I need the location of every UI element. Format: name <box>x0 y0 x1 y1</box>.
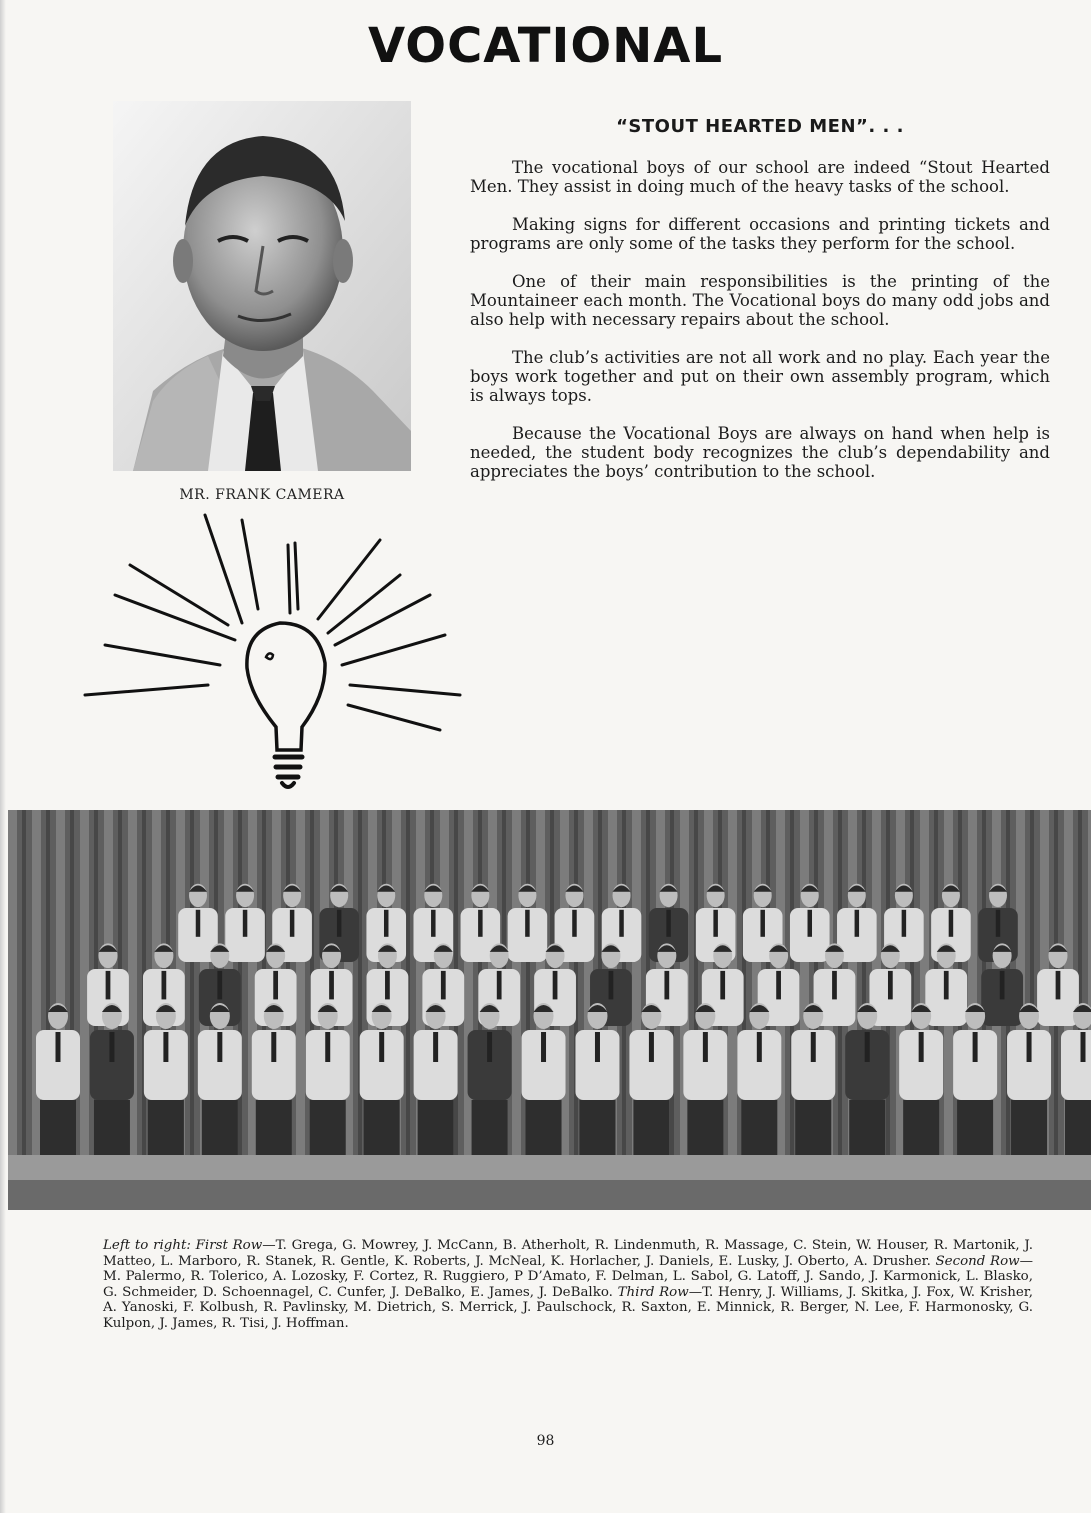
article-body <box>470 158 1050 500</box>
page-title: VOCATIONAL <box>367 18 724 74</box>
first-row-label: First Row <box>195 1238 263 1253</box>
caption-lead: Left to right: <box>103 1238 191 1253</box>
advisor-portrait-photo <box>113 101 411 471</box>
third-row-names: —T. Henry, J. Williams, J. Skitka, J. Fox, W. Krisher, A. Yanoski, F. Kolbush, R. Pavlinsky, M. Dietrich, S. Merrick, J. Paulschock, R. Saxton, E. Minnick, R. Berger, N. Lee, F. Harmonosky, G. Kulpon, J. James, R. Tisi, J. Hoffman. <box>103 1284 1033 1331</box>
article-paragraph: The vocational boys of our school are indeed “Stout Hearted Men. They assist in doing much of the heavy tasks of the school. <box>470 158 1050 196</box>
second-row-label: Second Row <box>935 1253 1020 1269</box>
first-row-names: —T. Grega, G. Mowrey, J. McCann, B. Atherholt, R. Lindenmuth, R. Massage, C. Stein, W. Houser, R. Martonik, J. Matteo, L. Marboro, R. Stanek, R. Gentle, K. Roberts, J. McNeal, K. Horlacher, J. Daniels, E. Lusky, J. Oberto, A. Drusher. <box>103 1238 1033 1269</box>
article-paragraph: The club’s activities are not all work and no play. Each year the boys work together and put on their own assembly program, which is always tops. <box>470 348 1050 405</box>
page-number: 98 <box>536 1433 555 1449</box>
group-photo-caption <box>103 1238 1033 1332</box>
second-row-names: —M. Palermo, R. Tolerico, A. Lozosky, F. Cortez, R. Ruggiero, P D’Amato, F. Delman, L. Sabol, G. Latoff, J. Sando, J. Karmonick, L. Blasko, G. Schmeider, D. Schoennagel, C. Cunfer, J. DeBalko, E. James, J. DeBalko. <box>103 1253 1033 1300</box>
light-bulb-icon <box>80 505 470 795</box>
article-paragraph: Making signs for different occasions and printing tickets and programs are only some of the tasks they perform for the school. <box>470 215 1050 253</box>
article-paragraph: One of their main responsibilities is the printing of the Mountaineer each month. The Vocational boys do many odd jobs and also help with necessary repairs about the school. <box>470 272 1050 329</box>
advisor-caption: MR. FRANK CAMERA <box>179 487 345 503</box>
third-row-label: Third Row <box>617 1284 689 1300</box>
article-paragraph: Because the Vocational Boys are always on hand when help is needed, the student body recognizes the club’s dependability and appreciates the boys’ contribution to the school. <box>470 424 1050 481</box>
article-heading: “STOUT HEARTED MEN”. . . <box>616 116 904 137</box>
group-photo <box>8 810 1091 1210</box>
binding-edge <box>0 0 6 1513</box>
